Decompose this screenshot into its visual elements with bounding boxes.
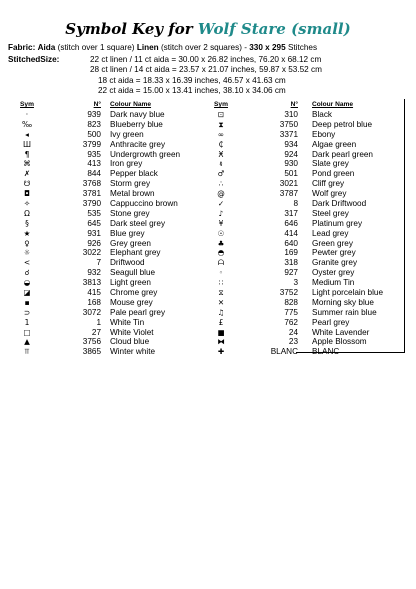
table-row — [204, 318, 400, 328]
colour-name: Cappuccino brown — [110, 199, 178, 209]
sizes-label: StitchedSize: — [8, 55, 60, 64]
colour-name: Wolf grey — [312, 189, 347, 199]
table-row — [204, 239, 400, 249]
colour-name: Dark navy blue — [110, 110, 165, 119]
symbol-icon: ◒ — [23, 278, 31, 288]
table-header — [204, 101, 400, 110]
table-row — [204, 120, 400, 130]
floss-number: 414 — [284, 228, 298, 238]
table-row — [10, 219, 202, 229]
table-row — [10, 328, 202, 338]
colour-name: Slate grey — [312, 159, 349, 169]
fabric-label: Fabric: — [8, 43, 36, 52]
floss-number: 317 — [284, 208, 298, 218]
colour-name: Platinum grey — [312, 218, 363, 228]
table-row — [204, 159, 400, 169]
colour-name: White Lavender — [312, 327, 370, 337]
floss-number: 935 — [87, 149, 101, 159]
table-row — [10, 110, 202, 120]
colour-name: Seagull blue — [110, 268, 156, 278]
symbol-icon: ◦ — [218, 268, 224, 278]
colour-name: Storm grey — [110, 179, 151, 189]
table-row — [10, 278, 202, 288]
table-row — [204, 140, 400, 150]
colour-name: Algae green — [312, 139, 357, 149]
colour-name: Undergrowth green — [110, 149, 181, 159]
colour-name: Elephant grey — [110, 248, 161, 258]
symbol-icon: ∞ — [217, 129, 225, 139]
symbol-icon: ▲ — [24, 337, 30, 347]
colour-name: Light porcelain blue — [312, 288, 384, 298]
symbol-icon: Ш — [22, 139, 32, 149]
colour-name: Pewter grey — [312, 248, 356, 258]
colour-name: Pond green — [312, 169, 355, 179]
floss-number: 3750 — [279, 119, 298, 129]
symbol-icon: < — [23, 258, 31, 268]
symbol-icon: ✕ — [217, 297, 225, 307]
colour-name: Lead grey — [312, 228, 349, 238]
fabric-aida: Aida — [37, 43, 56, 52]
table-row — [204, 337, 400, 347]
table-row — [10, 337, 202, 347]
floss-number: 3787 — [279, 189, 298, 199]
symbol-table-right — [204, 101, 400, 357]
symbol-icon: § — [25, 218, 29, 228]
symbol-icon: ✗ — [23, 169, 31, 179]
table-row — [204, 219, 400, 229]
symbol-icon: ⧓ — [217, 337, 225, 347]
symbol-icon: ♀ — [24, 238, 30, 248]
table-row — [204, 189, 400, 199]
symbol-icon: ⌘ — [23, 159, 31, 169]
floss-number: 500 — [87, 129, 101, 139]
floss-number: 926 — [87, 238, 101, 248]
header-name: Colour Name — [110, 101, 152, 108]
colour-name: Cloud blue — [110, 337, 150, 347]
floss-number: BLANC — [270, 347, 298, 357]
colour-name: Pale pearl grey — [110, 307, 166, 317]
floss-number: 3790 — [82, 199, 101, 209]
fabric-linen-note: (stitch over 2 squares) - — [160, 43, 247, 52]
colour-name: Stone grey — [110, 208, 150, 218]
symbol-icon: · — [25, 110, 29, 119]
table-row — [204, 258, 400, 268]
header-sym: Sym — [20, 101, 34, 108]
table-row — [10, 140, 202, 150]
table-row — [204, 298, 400, 308]
floss-number: 823 — [87, 119, 101, 129]
colour-name: Winter white — [110, 347, 156, 357]
colour-name: Mouse grey — [110, 297, 153, 307]
floss-number: 3781 — [82, 189, 101, 199]
floss-number: 3022 — [82, 248, 101, 258]
colour-name: Pearl grey — [312, 317, 350, 327]
symbol-icon: Ω — [24, 208, 30, 218]
colour-name: Dark pearl green — [312, 149, 373, 159]
floss-number: 1 — [96, 317, 101, 327]
floss-number: 169 — [284, 248, 298, 258]
floss-number: 828 — [284, 297, 298, 307]
table-row — [10, 308, 202, 318]
table-row — [204, 199, 400, 209]
floss-number: 7 — [96, 258, 101, 268]
colour-name: Driftwood — [110, 258, 145, 268]
colour-name: White Violet — [110, 327, 154, 337]
symbol-icon: ★ — [23, 228, 31, 238]
table-row — [204, 308, 400, 318]
table-row — [10, 159, 202, 169]
floss-number: 24 — [288, 327, 298, 337]
table-row — [10, 288, 202, 298]
floss-number: 775 — [284, 307, 298, 317]
symbol-icon: ∴ — [218, 179, 224, 189]
floss-number: 501 — [284, 169, 298, 179]
colour-name: Metal brown — [110, 189, 155, 199]
fabric-aida-note: (stitch over 1 square) — [57, 43, 135, 52]
floss-number: 646 — [284, 218, 298, 228]
floss-number: 168 — [87, 297, 101, 307]
floss-number: 8 — [293, 199, 298, 209]
floss-number: 844 — [87, 169, 101, 179]
colour-name: Dark steel grey — [110, 218, 166, 228]
symbol-icon: ♣ — [217, 238, 225, 248]
table-row — [204, 278, 400, 288]
symbol-icon: ¥ — [218, 218, 224, 228]
colour-name: BLANC — [312, 347, 340, 357]
floss-number: 762 — [284, 317, 298, 327]
symbol-icon: ᵵ — [219, 159, 223, 169]
table-row — [10, 169, 202, 179]
colour-name: Dark Driftwood — [312, 199, 367, 209]
floss-number: 23 — [288, 337, 298, 347]
colour-name: Blueberry blue — [110, 119, 163, 129]
floss-number: 930 — [284, 159, 298, 169]
symbol-icon: ✚ — [217, 347, 225, 357]
colour-name: Ebony — [312, 129, 336, 139]
floss-number: 415 — [87, 288, 101, 298]
size-lines — [8, 55, 408, 96]
colour-name: Morning sky blue — [312, 297, 374, 307]
symbol-icon: □ — [23, 327, 31, 337]
symbol-icon: ⧗ — [218, 119, 224, 129]
floss-number: 645 — [87, 218, 101, 228]
pattern-name: Wolf Stare (small) — [197, 20, 351, 38]
table-row — [10, 347, 202, 357]
floss-number: 3752 — [279, 288, 298, 298]
floss-number: 27 — [91, 327, 101, 337]
floss-number: 939 — [87, 110, 101, 119]
title-prefix: Symbol Key for — [65, 20, 193, 38]
table-row — [10, 179, 202, 189]
symbol-icon: ✓ — [217, 199, 225, 209]
size-line: 22 ct aida = 15.00 x 13.41 inches, 38.10 x 34.06 cm — [98, 85, 286, 95]
table-row — [10, 318, 202, 328]
colour-name: Anthracite grey — [110, 139, 166, 149]
table-row — [10, 248, 202, 258]
symbol-icon: ⊡ — [217, 110, 225, 119]
floss-number: 413 — [87, 159, 101, 169]
table-row — [204, 248, 400, 258]
size-line: 18 ct aida = 18.33 x 16.39 inches, 46.57 x 41.63 cm — [98, 75, 286, 85]
floss-number: 931 — [87, 228, 101, 238]
colour-name: Granite grey — [312, 258, 358, 268]
symbol-icon: ♂ — [217, 169, 225, 179]
symbol-icon: ♪ — [218, 208, 224, 218]
colour-name: Cliff grey — [312, 179, 345, 189]
symbol-icon: ◂ — [25, 129, 29, 139]
floss-number: 3756 — [82, 337, 101, 347]
table-row — [10, 150, 202, 160]
floss-number: 924 — [284, 149, 298, 159]
table-row — [204, 110, 400, 120]
table-row — [204, 150, 400, 160]
colour-name: Apple Blossom — [312, 337, 367, 347]
symbol-icon: ◘ — [24, 189, 30, 199]
table-row — [204, 328, 400, 338]
page-title — [0, 20, 416, 38]
floss-number: 932 — [87, 268, 101, 278]
floss-number: 927 — [284, 268, 298, 278]
colour-name: Grey green — [110, 238, 151, 248]
symbol-icon: ▪ — [24, 297, 30, 307]
colour-name: Green grey — [312, 238, 353, 248]
symbol-icon: £ — [218, 317, 224, 327]
table-row — [10, 120, 202, 130]
symbol-icon: ☋ — [23, 179, 31, 189]
symbol-icon: ◓ — [217, 248, 225, 258]
symbol-icon: ∷ — [218, 278, 224, 288]
floss-number: 3072 — [82, 307, 101, 317]
size-line: 28 ct linen / 14 ct aida = 23.57 x 21.07 inches, 59.87 x 53.52 cm — [90, 65, 322, 75]
colour-name: Black — [312, 110, 333, 119]
table-row — [10, 130, 202, 140]
floss-number: 535 — [87, 208, 101, 218]
table-row — [10, 209, 202, 219]
symbol-icon: ☼ — [23, 248, 31, 258]
table-row — [204, 179, 400, 189]
symbol-icon: ⊃ — [23, 307, 31, 317]
colour-name: Medium Tin — [312, 278, 355, 288]
floss-number: 3 — [293, 278, 298, 288]
colour-name: Chrome grey — [110, 288, 158, 298]
fabric-stitches: 330 x 295 — [249, 43, 286, 52]
floss-number: 3768 — [82, 179, 101, 189]
symbol-icon: ¶ — [24, 149, 30, 159]
colour-name: Steel grey — [312, 208, 349, 218]
colour-name: Oyster grey — [312, 268, 355, 278]
fabric-linen: Linen — [136, 43, 159, 52]
symbol-icon: ‰ — [21, 119, 33, 129]
symbol-icon: ⧖ — [218, 288, 224, 298]
header-name: Colour Name — [312, 101, 354, 108]
colour-name: Pepper black — [110, 169, 158, 179]
table-header — [10, 101, 202, 110]
floss-number: 3813 — [82, 278, 101, 288]
table-row — [204, 229, 400, 239]
symbol-icon: ᗩ — [217, 258, 225, 268]
symbol-icon: ₵ — [218, 139, 224, 149]
table-row — [204, 169, 400, 179]
header-num: N° — [93, 101, 101, 108]
table-row — [10, 268, 202, 278]
header-sym: Sym — [214, 101, 228, 108]
table-row — [10, 258, 202, 268]
symbol-icon: ☉ — [217, 228, 225, 238]
table-row — [204, 130, 400, 140]
table-row — [10, 199, 202, 209]
colour-name: Iron grey — [110, 159, 143, 169]
floss-number: 3021 — [279, 179, 298, 189]
colour-name: Blue grey — [110, 228, 145, 238]
colour-name: White Tin — [110, 317, 145, 327]
colour-name: Deep petrol blue — [312, 119, 373, 129]
symbol-icon: ⫪ — [24, 347, 30, 357]
size-line: 22 ct linen / 11 ct aida = 30.00 x 26.82 inches, 76.20 x 68.12 cm — [90, 55, 322, 64]
symbol-icon: ✧ — [23, 199, 31, 209]
table-row — [10, 189, 202, 199]
floss-number: 3371 — [279, 129, 298, 139]
floss-number: 3799 — [82, 139, 101, 149]
symbol-icon: ◪ — [23, 288, 31, 298]
header-num: N° — [290, 101, 298, 108]
colour-name: Summer rain blue — [312, 307, 377, 317]
floss-number: 310 — [284, 110, 298, 119]
symbol-icon: ■ — [217, 327, 225, 337]
table-row — [204, 268, 400, 278]
table-row — [10, 298, 202, 308]
floss-number: 934 — [284, 139, 298, 149]
symbol-icon: ☌ — [24, 268, 30, 278]
floss-number: 3865 — [82, 347, 101, 357]
table-row — [10, 239, 202, 249]
fabric-line — [8, 43, 317, 52]
table-row — [10, 229, 202, 239]
symbol-table-left — [10, 101, 202, 357]
table-row — [204, 209, 400, 219]
symbol-icon: @ — [217, 189, 225, 199]
floss-number: 318 — [284, 258, 298, 268]
symbol-icon: ♫ — [217, 307, 225, 317]
symbol-icon: Ӿ — [218, 149, 224, 159]
table-row — [204, 288, 400, 298]
colour-name: Light green — [110, 278, 151, 288]
symbol-icon: 1 — [24, 317, 30, 327]
floss-number: 640 — [284, 238, 298, 248]
table-row — [204, 347, 400, 357]
colour-name: Ivy green — [110, 129, 144, 139]
fabric-stitches-label: Stitches — [287, 43, 318, 52]
